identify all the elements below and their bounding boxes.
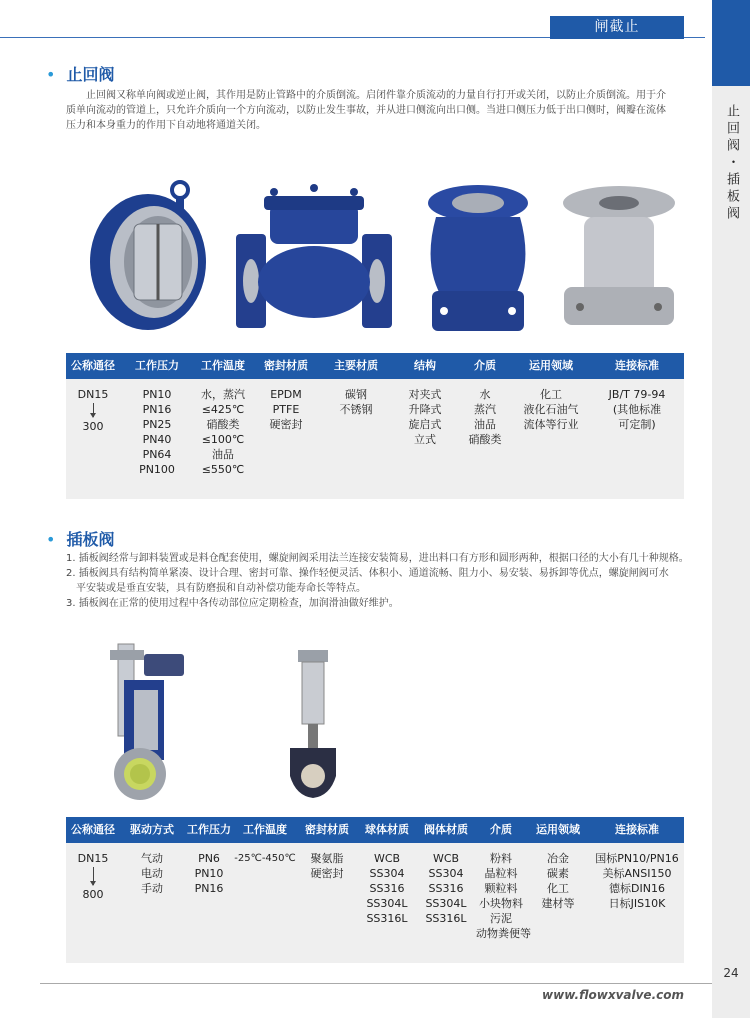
structure-cell xyxy=(392,379,458,499)
cell-line: 硬密封 xyxy=(269,418,303,431)
cell-line: SS304L xyxy=(366,897,408,910)
table-body-row xyxy=(66,379,684,499)
table-header-cell: 连接标准 xyxy=(615,823,659,836)
cell-line: PTFE xyxy=(272,403,300,416)
gate-valve-spec-table xyxy=(66,817,684,963)
ball-material-cell xyxy=(358,843,416,963)
cell-line: 颗粒料 xyxy=(484,882,518,895)
cell-line: PN6 xyxy=(198,852,220,865)
cell-line: SS316L xyxy=(425,912,467,925)
check-valve-heading xyxy=(46,62,115,85)
seal-material-cell xyxy=(296,843,358,963)
cell-line: EPDM xyxy=(270,388,302,401)
description-item: 3. 插板阀在正常的使用过程中各传动部位应定期检查，加润滑油做好维护。 xyxy=(66,598,399,609)
cell-line: -25℃-450℃ xyxy=(234,853,296,864)
cell-line: WCB xyxy=(373,852,401,865)
check-valve-title: 止回阀 xyxy=(66,65,115,84)
seal-material-cell xyxy=(252,379,320,499)
manual-knife-gate-valve-image xyxy=(286,648,340,800)
description-item: 平安装或是垂直安装，具有防磨损和自动补偿功能寿命长等特点。 xyxy=(76,583,366,594)
table-header-cell: 球体材质 xyxy=(365,823,409,836)
cell-line: PN25 xyxy=(142,418,172,431)
table-header-cell: 运用领域 xyxy=(536,823,580,836)
cell-line: 日标JIS10K xyxy=(608,897,666,910)
table-header-row xyxy=(66,353,684,379)
gate-valve-title: 插板阀 xyxy=(66,530,115,549)
pneumatic-knife-gate-valve-image xyxy=(104,640,210,802)
wafer-check-valve-image xyxy=(82,176,210,336)
table-header-cell: 公称通径 xyxy=(71,823,115,836)
stainless-check-valve-image xyxy=(560,183,678,327)
cell-line: 可定制) xyxy=(618,418,656,431)
dn-to: 300 xyxy=(82,420,104,433)
description-line: 质单向流动的管道上，只允许介质向一个方向流动，以防止发生事故，并从进口侧流向出口侧。当进口侧压力低于出口侧时，阀瓣在流体 xyxy=(66,105,666,116)
temperature-cell xyxy=(194,379,252,499)
description-line: 止回阀又称单向阀或逆止阀，其作用是防止管路中的介质倒流。启闭件靠介质流动的力量自行打开或关闭，以防止介质倒流。用于介 xyxy=(86,90,666,101)
sidebar-label: 止回阀・插板阀 xyxy=(724,104,739,223)
cell-line: 化工 xyxy=(540,388,562,401)
cell-line: 碳钢 xyxy=(345,388,367,401)
check-valve-description xyxy=(66,88,686,133)
header-category-tab[interactable]: 闸截止 xyxy=(550,16,684,39)
table-header-cell: 运用领域 xyxy=(529,359,573,372)
cell-line: 水 xyxy=(479,388,491,401)
cell-line: 升降式 xyxy=(408,403,442,416)
cell-line: 污泥 xyxy=(490,912,512,925)
application-field-cell xyxy=(512,379,590,499)
swing-check-valve-image xyxy=(236,182,392,330)
footer-rule xyxy=(40,983,712,984)
cell-line: ≤550℃ xyxy=(201,463,245,476)
cell-line: ≤425℃ xyxy=(201,403,245,416)
arrow-down-icon xyxy=(93,867,94,885)
cell-line: PN16 xyxy=(142,403,172,416)
table-header-cell: 工作压力 xyxy=(187,823,231,836)
cell-line: 油品 xyxy=(212,448,234,461)
cell-line: 流体等行业 xyxy=(523,418,579,431)
cell-line: 德标DIN16 xyxy=(609,882,665,895)
bullet-dot-icon: • xyxy=(46,65,56,84)
table-header-cell: 工作压力 xyxy=(135,359,179,372)
connection-standard-cell xyxy=(590,843,684,963)
cell-line: 不锈钢 xyxy=(339,403,373,416)
vertical-check-valve-image xyxy=(426,183,530,331)
cell-line: 粉料 xyxy=(490,852,512,865)
cell-line: 化工 xyxy=(547,882,569,895)
cell-line: 气动 xyxy=(141,852,163,865)
description-line: 压力和本身重力的作用下自动地将通道关闭。 xyxy=(66,120,266,131)
dn-from: DN15 xyxy=(77,852,109,865)
cell-line: 动物粪便等 xyxy=(476,927,531,940)
cell-line: 电动 xyxy=(141,867,163,880)
cell-line: 对夹式 xyxy=(408,388,442,401)
cell-line: 小块物料 xyxy=(479,897,523,910)
temperature-cell xyxy=(234,843,296,963)
cell-line: 油品 xyxy=(474,418,496,431)
cell-line: ≤100℃ xyxy=(201,433,245,446)
cell-line: SS316L xyxy=(366,912,408,925)
cell-line: PN40 xyxy=(142,433,172,446)
cell-line: SS304 xyxy=(428,867,464,880)
table-header-cell: 工作温度 xyxy=(243,823,287,836)
cell-line: PN10 xyxy=(142,388,172,401)
nominal-diameter-cell xyxy=(66,843,120,963)
cell-line: 蒸汽 xyxy=(474,403,496,416)
main-material-cell xyxy=(320,379,392,499)
check-valve-spec-table xyxy=(66,353,684,499)
website-link[interactable]: www.flowxvalve.com xyxy=(542,988,684,1002)
medium-cell xyxy=(458,379,512,499)
cell-line: PN10 xyxy=(194,867,224,880)
pressure-cell xyxy=(120,379,194,499)
cell-line: 硬密封 xyxy=(310,867,344,880)
sidebar-accent-block xyxy=(712,0,750,86)
table-header-cell: 结构 xyxy=(414,359,436,372)
table-header-cell: 公称通径 xyxy=(71,359,115,372)
body-material-cell xyxy=(416,843,476,963)
table-header-cell: 工作温度 xyxy=(201,359,245,372)
description-item: 2. 插板阀具有结构简单紧凑、设计合理、密封可靠、操作轻便灵活、体积小、通道流畅、阻力小、易安装、易拆卸等优点，螺旋闸阀可水 xyxy=(66,568,669,579)
cell-line: 冶金 xyxy=(547,852,569,865)
table-header-cell: 介质 xyxy=(474,359,496,372)
cell-line: 硝酸类 xyxy=(468,433,502,446)
table-header-cell: 密封材质 xyxy=(264,359,308,372)
cell-line: (其他标准 xyxy=(612,403,662,416)
dn-from: DN15 xyxy=(77,388,109,401)
cell-line: PN100 xyxy=(139,463,175,476)
medium-cell xyxy=(476,843,531,963)
cell-line: PN16 xyxy=(194,882,224,895)
table-header-cell: 连接标准 xyxy=(615,359,659,372)
cell-line: SS304L xyxy=(425,897,467,910)
cell-line: 水，蒸汽 xyxy=(201,388,245,401)
cell-line: 硝酸类 xyxy=(206,418,240,431)
table-body-row xyxy=(66,843,684,963)
dn-to: 800 xyxy=(82,888,104,901)
bullet-dot-icon: • xyxy=(46,530,56,549)
cell-line: JB/T 79-94 xyxy=(608,388,666,401)
cell-line: 液化石油气 xyxy=(523,403,579,416)
table-header-cell: 介质 xyxy=(490,823,512,836)
nominal-diameter-cell xyxy=(66,379,120,499)
cell-line: 国标PN10/PN16 xyxy=(595,852,679,865)
table-header-cell: 驱动方式 xyxy=(130,823,174,836)
gate-valve-description xyxy=(66,551,696,611)
cell-line: 晶粒料 xyxy=(484,867,518,880)
arrow-down-icon xyxy=(93,403,94,417)
cell-line: WCB xyxy=(432,852,460,865)
cell-line: 碳素 xyxy=(547,867,569,880)
cell-line: SS304 xyxy=(369,867,405,880)
application-field-cell xyxy=(526,843,590,963)
drive-mode-cell xyxy=(120,843,184,963)
gate-valve-heading xyxy=(46,527,115,550)
cell-line: SS316 xyxy=(428,882,464,895)
pressure-cell xyxy=(184,843,234,963)
cell-line: 旋启式 xyxy=(408,418,442,431)
table-header-cell: 主要材质 xyxy=(334,359,378,372)
description-item: 1. 插板阀经常与卸料装置或是料仓配套使用，螺旋闸阀采用法兰连接安装简易，进出料口有方形和圆形两种，根据口径的大小有几十种规格。 xyxy=(66,553,689,564)
cell-line: 聚氨脂 xyxy=(310,852,344,865)
cell-line: PN64 xyxy=(142,448,172,461)
cell-line: 手动 xyxy=(141,882,163,895)
table-header-cell: 密封材质 xyxy=(305,823,349,836)
connection-standard-cell xyxy=(590,379,684,499)
table-header-cell: 阀体材质 xyxy=(424,823,468,836)
page-number: 24 xyxy=(723,966,739,980)
table-header-row xyxy=(66,817,684,843)
cell-line: 建材等 xyxy=(541,897,575,910)
cell-line: SS316 xyxy=(369,882,405,895)
cell-line: 美标ANSI150 xyxy=(602,867,672,880)
cell-line: 立式 xyxy=(414,433,436,446)
